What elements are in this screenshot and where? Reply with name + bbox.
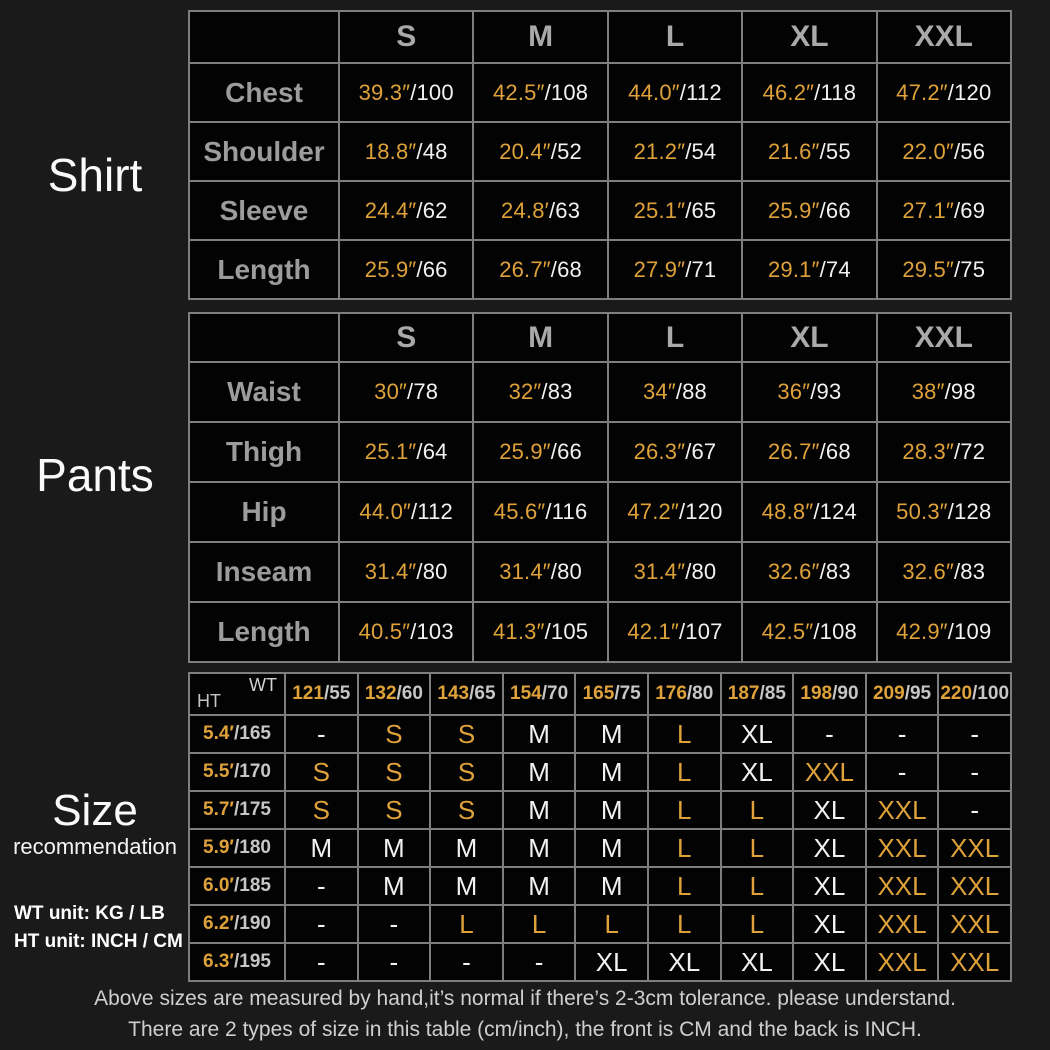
recommended-size-cell: - [866, 753, 939, 791]
recommended-size-cell: M [503, 867, 576, 905]
shirt-section-label: Shirt [47, 149, 143, 201]
cm-value: /71 [685, 256, 717, 282]
inch-value: 22.0″ [902, 138, 954, 164]
inch-value: 31.4″ [499, 559, 551, 584]
cm-value: /120 [947, 79, 992, 105]
cm-value: /65 [685, 197, 717, 223]
pants-section-label: Pants [36, 449, 154, 501]
weight-lb-value: 176 [655, 683, 687, 704]
cm-value: /48 [416, 138, 448, 164]
weight-column-header [648, 673, 721, 715]
cm-value: /80 [416, 559, 448, 584]
wt-axis-label: WT [249, 675, 277, 695]
measurement-value-cell [742, 240, 876, 299]
recommended-size-cell: - [358, 943, 431, 981]
cm-value: /93 [810, 379, 842, 404]
measurement-value-cell [473, 602, 607, 662]
measurement-value-cell [339, 422, 473, 482]
cm-value: /56 [953, 138, 986, 164]
measurement-value-cell [742, 122, 876, 181]
table-corner [189, 313, 339, 362]
cm-value: /107 [678, 619, 723, 644]
unit-explanation-note: There are 2 types of size in this table (cm/inch), the front is CM and the back is INCH. [128, 1018, 922, 1041]
measurement-value-cell [877, 422, 1011, 482]
weight-column-header [721, 673, 794, 715]
cm-value: /54 [685, 138, 717, 164]
height-cm-value: /185 [233, 875, 271, 896]
inch-value: 28.3″ [902, 439, 954, 464]
recommended-size-cell: XL [721, 753, 794, 791]
measurement-value-cell [877, 602, 1011, 662]
cm-value: /108 [813, 619, 857, 644]
inch-value: 32.6″ [902, 559, 954, 584]
height-cm-value: /165 [233, 723, 271, 744]
inch-value: 30″ [374, 379, 408, 404]
measurement-row-label: Chest [189, 63, 339, 122]
cm-value: /64 [416, 439, 448, 464]
recommended-size-cell: XL [793, 867, 866, 905]
recommended-size-cell: S [285, 753, 358, 791]
cm-value: /67 [685, 439, 717, 464]
recommended-size-cell: M [575, 829, 648, 867]
recommended-size-cell: M [503, 753, 576, 791]
height-row-header [189, 867, 285, 905]
cm-value: /100 [410, 79, 454, 105]
size-column-header: XL [742, 11, 876, 63]
shirt-size-table [188, 10, 1012, 300]
inch-value: 48.8″ [761, 499, 814, 524]
measurement-value-cell [742, 482, 876, 542]
measurement-value-cell [339, 542, 473, 602]
height-ft-value: 6.0′ [203, 875, 234, 896]
inch-value: 18.8″ [364, 138, 417, 164]
cm-value: /112 [411, 499, 453, 524]
cm-value: /105 [544, 619, 589, 644]
recommended-size-cell: S [358, 791, 431, 829]
measurement-value-cell [608, 602, 742, 662]
measurement-value-cell [608, 181, 742, 240]
measurement-value-cell [339, 482, 473, 542]
inch-value: 47.2″ [896, 79, 948, 105]
cm-value: /68 [819, 439, 851, 464]
measurement-row-label: Waist [189, 362, 339, 422]
recommended-size-cell: M [575, 753, 648, 791]
recommended-size-cell: - [938, 715, 1011, 753]
size-column-header: L [608, 313, 742, 362]
measurement-value-cell [608, 122, 742, 181]
recommended-size-cell: - [358, 905, 431, 943]
weight-column-header [575, 673, 648, 715]
measurement-row-label: Hip [189, 482, 339, 542]
weight-kg-value: /100 [972, 683, 1010, 704]
size-column-header: XXL [877, 11, 1011, 63]
inch-value: 45.6″ [493, 499, 546, 524]
cm-value: /66 [550, 439, 582, 464]
inch-value: 31.4″ [364, 559, 417, 584]
table-corner [189, 11, 339, 63]
height-ft-value: 5.5′ [203, 761, 234, 782]
measurement-value-cell [473, 181, 607, 240]
recommended-size-cell: XL [793, 791, 866, 829]
size-column-header: M [473, 11, 607, 63]
inch-value: 47.2″ [627, 499, 679, 524]
cm-value: /83 [541, 379, 573, 404]
inch-value: 26.7″ [767, 439, 820, 464]
inch-value: 32.6″ [767, 559, 820, 584]
weight-lb-value: 220 [940, 683, 973, 704]
recommended-size-cell: M [575, 867, 648, 905]
measurement-value-cell [742, 362, 876, 422]
cm-value: /124 [813, 499, 857, 524]
recommended-size-cell: - [285, 905, 358, 943]
cm-value: /63 [548, 197, 581, 223]
weight-kg-value: /75 [614, 683, 641, 704]
cm-value: /128 [947, 499, 992, 524]
height-row-header [189, 715, 285, 753]
recommended-size-cell: L [430, 905, 503, 943]
inch-value: 29.5″ [902, 256, 954, 282]
cm-value: /74 [819, 256, 851, 282]
height-cm-value: /180 [233, 837, 271, 858]
weight-column-header [285, 673, 358, 715]
measurement-value-cell [742, 542, 876, 602]
recommended-size-cell: M [430, 829, 503, 867]
recommended-size-cell: - [285, 867, 358, 905]
cm-value: /69 [953, 197, 986, 223]
recommended-size-cell: - [285, 943, 358, 981]
inch-value: 42.1″ [627, 619, 679, 644]
recommended-size-cell: XXL [938, 905, 1011, 943]
height-row-header [189, 905, 285, 943]
inch-value: 26.3″ [633, 439, 686, 464]
height-ft-value: 5.9′ [203, 837, 234, 858]
measurement-value-cell [473, 122, 607, 181]
recommended-size-cell: L [648, 791, 721, 829]
ht-axis-label: HT [197, 691, 221, 711]
recommended-size-cell: M [358, 867, 431, 905]
measurement-value-cell [473, 240, 607, 299]
recommended-size-cell: - [285, 715, 358, 753]
weight-kg-value: /80 [686, 683, 714, 704]
tolerance-note: Above sizes are measured by hand,it’s normal if there’s 2-3cm tolerance. please understand. [94, 987, 956, 1010]
recommended-size-cell: M [503, 791, 576, 829]
inch-value: 29.1″ [767, 256, 820, 282]
weight-kg-value: /60 [396, 683, 423, 704]
weight-column-header [430, 673, 503, 715]
weight-lb-value: 154 [510, 683, 542, 704]
recommended-size-cell: S [358, 715, 431, 753]
recommended-size-cell: L [648, 829, 721, 867]
inch-value: 21.2″ [633, 138, 686, 164]
cm-value: /68 [550, 256, 582, 282]
recommended-size-cell: L [575, 905, 648, 943]
inch-value: 39.3″ [358, 79, 411, 105]
cm-value: /72 [953, 439, 986, 464]
measurement-value-cell [608, 542, 742, 602]
recommended-size-cell: - [793, 715, 866, 753]
measurement-value-cell [742, 602, 876, 662]
recommended-size-cell: M [358, 829, 431, 867]
recommended-size-cell: L [721, 867, 794, 905]
recommended-size-cell: XXL [866, 867, 939, 905]
recommended-size-cell: M [430, 867, 503, 905]
inch-value: 44.0″ [628, 79, 680, 105]
recommended-size-cell: S [430, 791, 503, 829]
measurement-row-label: Thigh [189, 422, 339, 482]
size-column-header: XXL [877, 313, 1011, 362]
inch-value: 38″ [911, 379, 945, 404]
inch-value: 24.8′ [501, 197, 549, 223]
weight-column-header [866, 673, 939, 715]
recommended-size-cell: M [503, 715, 576, 753]
weight-lb-value: 143 [437, 683, 470, 704]
inch-value: 31.4″ [633, 559, 686, 584]
recommended-size-cell: XXL [866, 829, 939, 867]
measurement-value-cell [608, 422, 742, 482]
measurement-row-label: Shoulder [189, 122, 339, 181]
inch-value: 40.5″ [358, 619, 411, 644]
recommended-size-cell: - [866, 715, 939, 753]
size-recommendation-table [188, 672, 1012, 982]
ht-wt-corner [189, 673, 285, 715]
recommended-size-cell: - [430, 943, 503, 981]
recommended-size-cell: S [430, 753, 503, 791]
inch-value: 26.7″ [499, 256, 551, 282]
inch-value: 42.5″ [761, 619, 814, 644]
cm-value: /120 [678, 499, 723, 524]
size-column-header: L [608, 11, 742, 63]
cm-value: /66 [416, 256, 448, 282]
inch-value: 25.1″ [364, 439, 417, 464]
cm-value: /112 [679, 79, 722, 105]
recommended-size-cell: L [648, 715, 721, 753]
measurement-value-cell [339, 122, 473, 181]
size-column-header: S [339, 11, 473, 63]
cm-value: /62 [416, 197, 448, 223]
recommended-size-cell: L [721, 905, 794, 943]
cm-value: /80 [550, 559, 582, 584]
measurement-value-cell [877, 181, 1011, 240]
height-cm-value: /190 [233, 913, 271, 934]
cm-value: /116 [545, 499, 588, 524]
measurement-row-label: Length [189, 240, 339, 299]
recommended-size-cell: XL [575, 943, 648, 981]
weight-lb-value: 209 [872, 683, 905, 704]
recommended-size-cell: L [503, 905, 576, 943]
recommended-size-cell: - [503, 943, 576, 981]
cm-value: /88 [675, 379, 707, 404]
weight-kg-value: /90 [832, 683, 859, 704]
inch-value: 21.6″ [767, 138, 820, 164]
cm-value: /55 [819, 138, 851, 164]
inch-value: 32″ [508, 379, 542, 404]
weight-lb-value: 198 [800, 683, 833, 704]
weight-column-header [503, 673, 576, 715]
measurement-value-cell [742, 63, 876, 122]
recommended-size-cell: L [648, 753, 721, 791]
measurement-value-cell [877, 240, 1011, 299]
inch-value: 46.2″ [762, 79, 815, 105]
weight-lb-value: 187 [727, 683, 760, 704]
height-row-header [189, 829, 285, 867]
recommended-size-cell: XL [793, 905, 866, 943]
weight-lb-value: 165 [582, 683, 615, 704]
recommended-size-cell: XXL [938, 829, 1011, 867]
recommended-size-cell: XXL [938, 867, 1011, 905]
weight-column-header [938, 673, 1011, 715]
recommended-size-cell: XL [721, 943, 794, 981]
measurement-value-cell [473, 542, 607, 602]
measurement-value-cell [339, 602, 473, 662]
recommended-size-cell: XXL [793, 753, 866, 791]
recommended-size-cell: XXL [938, 943, 1011, 981]
weight-kg-value: /55 [323, 683, 351, 704]
weight-unit-note: WT unit: KG / LB [14, 903, 165, 924]
recommended-size-cell: L [648, 905, 721, 943]
inch-value: 41.3″ [492, 619, 545, 644]
recommended-size-cell: XL [648, 943, 721, 981]
height-cm-value: /195 [233, 951, 271, 972]
recommended-size-cell: S [358, 753, 431, 791]
size-column-header: XL [742, 313, 876, 362]
recommended-size-cell: M [575, 715, 648, 753]
inch-value: 36″ [777, 379, 811, 404]
inch-value: 25.9″ [767, 197, 820, 223]
weight-column-header [793, 673, 866, 715]
measurement-value-cell [877, 482, 1011, 542]
inch-value: 24.4″ [364, 197, 417, 223]
inch-value: 25.9″ [364, 256, 417, 282]
weight-lb-value: 132 [364, 683, 397, 704]
measurement-value-cell [473, 422, 607, 482]
measurement-value-cell [339, 181, 473, 240]
inch-value: 42.5″ [492, 79, 545, 105]
cm-value: /109 [947, 619, 992, 644]
measurement-value-cell [877, 122, 1011, 181]
cm-value: /80 [685, 559, 717, 584]
recommended-size-cell: L [648, 867, 721, 905]
inch-value: 34″ [642, 379, 676, 404]
weight-lb-value: 121 [292, 683, 324, 704]
measurement-value-cell [608, 482, 742, 542]
recommended-size-cell: - [938, 753, 1011, 791]
recommended-size-cell: - [938, 791, 1011, 829]
cm-value: /52 [550, 138, 582, 164]
inch-value: 20.4″ [499, 138, 551, 164]
inch-value: 25.9″ [499, 439, 551, 464]
measurement-value-cell [473, 362, 607, 422]
recommended-size-cell: L [721, 829, 794, 867]
size-recommendation-sublabel: recommendation [13, 834, 177, 859]
cm-value: /75 [953, 256, 986, 282]
cm-value: /83 [819, 559, 851, 584]
height-cm-value: /170 [233, 761, 271, 782]
recommended-size-cell: XXL [866, 905, 939, 943]
recommended-size-cell: XL [721, 715, 794, 753]
measurement-value-cell [473, 482, 607, 542]
recommended-size-cell: S [430, 715, 503, 753]
height-ft-value: 5.7′ [203, 799, 234, 820]
inch-value: 44.0″ [359, 499, 411, 524]
size-column-header: S [339, 313, 473, 362]
measurement-value-cell [608, 240, 742, 299]
measurement-value-cell [742, 422, 876, 482]
height-unit-note: HT unit: INCH / CM [14, 931, 183, 952]
measurement-row-label: Length [189, 602, 339, 662]
inch-value: 25.1″ [633, 197, 686, 223]
recommended-size-cell: XXL [866, 943, 939, 981]
height-row-header [189, 753, 285, 791]
inch-value: 50.3″ [896, 499, 948, 524]
cm-value: /98 [944, 379, 976, 404]
height-cm-value: /175 [233, 799, 271, 820]
recommended-size-cell: M [503, 829, 576, 867]
recommended-size-cell: XL [793, 829, 866, 867]
pants-size-table [188, 312, 1012, 663]
height-ft-value: 6.2′ [203, 913, 234, 934]
measurement-row-label: Inseam [189, 542, 339, 602]
measurement-value-cell [339, 63, 473, 122]
weight-column-header [358, 673, 431, 715]
recommended-size-cell: S [285, 791, 358, 829]
measurement-value-cell [877, 63, 1011, 122]
measurement-value-cell [877, 542, 1011, 602]
recommended-size-cell: XL [793, 943, 866, 981]
cm-value: /108 [544, 79, 589, 105]
recommended-size-cell: XXL [866, 791, 939, 829]
height-ft-value: 6.3′ [203, 951, 234, 972]
cm-value: /103 [410, 619, 454, 644]
measurement-row-label: Sleeve [189, 181, 339, 240]
height-row-header [189, 943, 285, 981]
measurement-value-cell [473, 63, 607, 122]
inch-value: 27.9″ [633, 256, 686, 282]
measurement-value-cell [339, 362, 473, 422]
measurement-value-cell [608, 63, 742, 122]
size-column-header: M [473, 313, 607, 362]
size-recommendation-label: Size [52, 786, 138, 835]
recommended-size-cell: M [285, 829, 358, 867]
height-row-header [189, 791, 285, 829]
weight-kg-value: /95 [904, 683, 932, 704]
cm-value: /118 [814, 79, 857, 105]
measurement-value-cell [877, 362, 1011, 422]
inch-value: 42.9″ [896, 619, 948, 644]
cm-value: /66 [819, 197, 851, 223]
weight-kg-value: /70 [541, 683, 569, 704]
weight-kg-value: /85 [759, 683, 786, 704]
weight-kg-value: /65 [469, 683, 496, 704]
cm-value: /78 [407, 379, 439, 404]
recommended-size-cell: L [721, 791, 794, 829]
measurement-value-cell [608, 362, 742, 422]
inch-value: 27.1″ [902, 197, 954, 223]
height-ft-value: 5.4′ [203, 723, 234, 744]
measurement-value-cell [742, 181, 876, 240]
recommended-size-cell: M [575, 791, 648, 829]
measurement-value-cell [339, 240, 473, 299]
cm-value: /83 [953, 559, 986, 584]
